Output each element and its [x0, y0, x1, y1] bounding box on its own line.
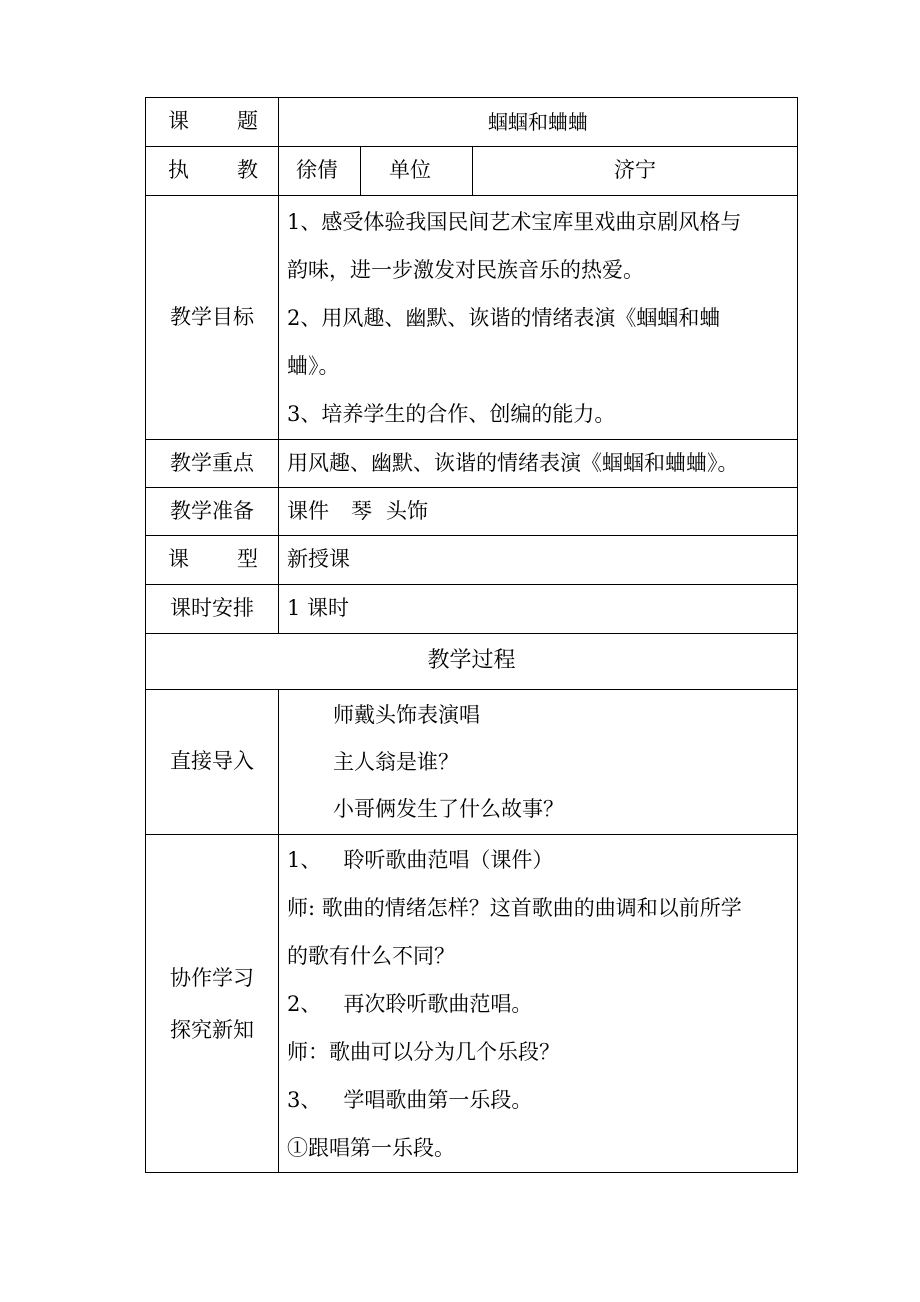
prep-item: 课件 — [287, 498, 329, 523]
row-preparation — [146, 488, 798, 536]
collab-content — [279, 835, 798, 1173]
objective-line: 3、培养学生的合作、创编的能力。 — [287, 401, 616, 426]
objective-line: 韵味，进一步激发对民族音乐的热爱。 — [287, 257, 644, 282]
topic-value: 蝈蝈和蛐蛐 — [279, 98, 798, 147]
lesson-type-value: 新授课 — [279, 536, 798, 585]
row-lesson-type — [146, 536, 798, 585]
process-header: 教学过程 — [146, 634, 798, 690]
intro-content — [279, 690, 798, 835]
schedule-label: 课时安排 — [146, 585, 279, 634]
collab-line: 师: 歌曲的情绪怎样？这首歌曲的曲调和以前所学 — [287, 895, 742, 920]
unit-label: 单位 — [361, 147, 473, 196]
lesson-type-label: 课 型 — [146, 536, 279, 585]
intro-label: 直接导入 — [146, 690, 279, 835]
objective-line: 蛐》。 — [287, 353, 340, 378]
row-teacher — [146, 147, 798, 196]
preparation-value — [279, 488, 798, 536]
key-point-value: 用风趣、幽默、诙谐的情绪表演《蝈蝈和蛐蛐》。 — [279, 440, 798, 488]
collab-step: 3、 学唱歌曲第一乐段。 — [287, 1087, 533, 1112]
objectives-label: 教学目标 — [146, 196, 279, 440]
row-topic — [146, 98, 798, 147]
row-process-header — [146, 634, 798, 690]
row-collab — [146, 835, 798, 1173]
teacher-name: 徐倩 — [279, 147, 361, 196]
key-point-label: 教学重点 — [146, 440, 279, 488]
objective-line: 1、感受体验我国民间艺术宝库里戏曲京剧风格与 — [287, 209, 742, 234]
intro-line: 师戴头饰表演唱 — [333, 702, 480, 727]
collab-line: ①跟唱第一乐段。 — [287, 1135, 455, 1160]
intro-line: 小哥俩发生了什么故事？ — [333, 796, 564, 821]
prep-item: 琴 — [351, 498, 372, 523]
schedule-value: 1 课时 — [279, 585, 798, 634]
objective-line: 2、用风趣、幽默、诙谐的情绪表演《蝈蝈和蛐 — [287, 305, 721, 330]
row-key-point — [146, 440, 798, 488]
row-intro — [146, 690, 798, 835]
objectives-content — [279, 196, 798, 440]
topic-label: 课 题 — [146, 98, 279, 147]
collab-step: 2、 再次聆听歌曲范唱。 — [287, 991, 533, 1016]
collab-line: 的歌有什么不同？ — [287, 943, 455, 968]
row-objectives — [146, 196, 798, 440]
unit-value: 济宁 — [473, 147, 798, 196]
lesson-plan-table — [145, 97, 798, 1173]
row-schedule — [146, 585, 798, 634]
prep-item: 头饰 — [386, 498, 428, 523]
intro-line: 主人翁是谁？ — [333, 749, 459, 774]
teacher-label: 执 教 — [146, 147, 279, 196]
collab-line: 师：歌曲可以分为几个乐段？ — [287, 1039, 560, 1064]
preparation-label: 教学准备 — [146, 488, 279, 536]
collab-step: 1、 聆听歌曲范唱（课件） — [287, 847, 554, 872]
collab-label: 协作学习 探究新知 — [146, 835, 279, 1173]
